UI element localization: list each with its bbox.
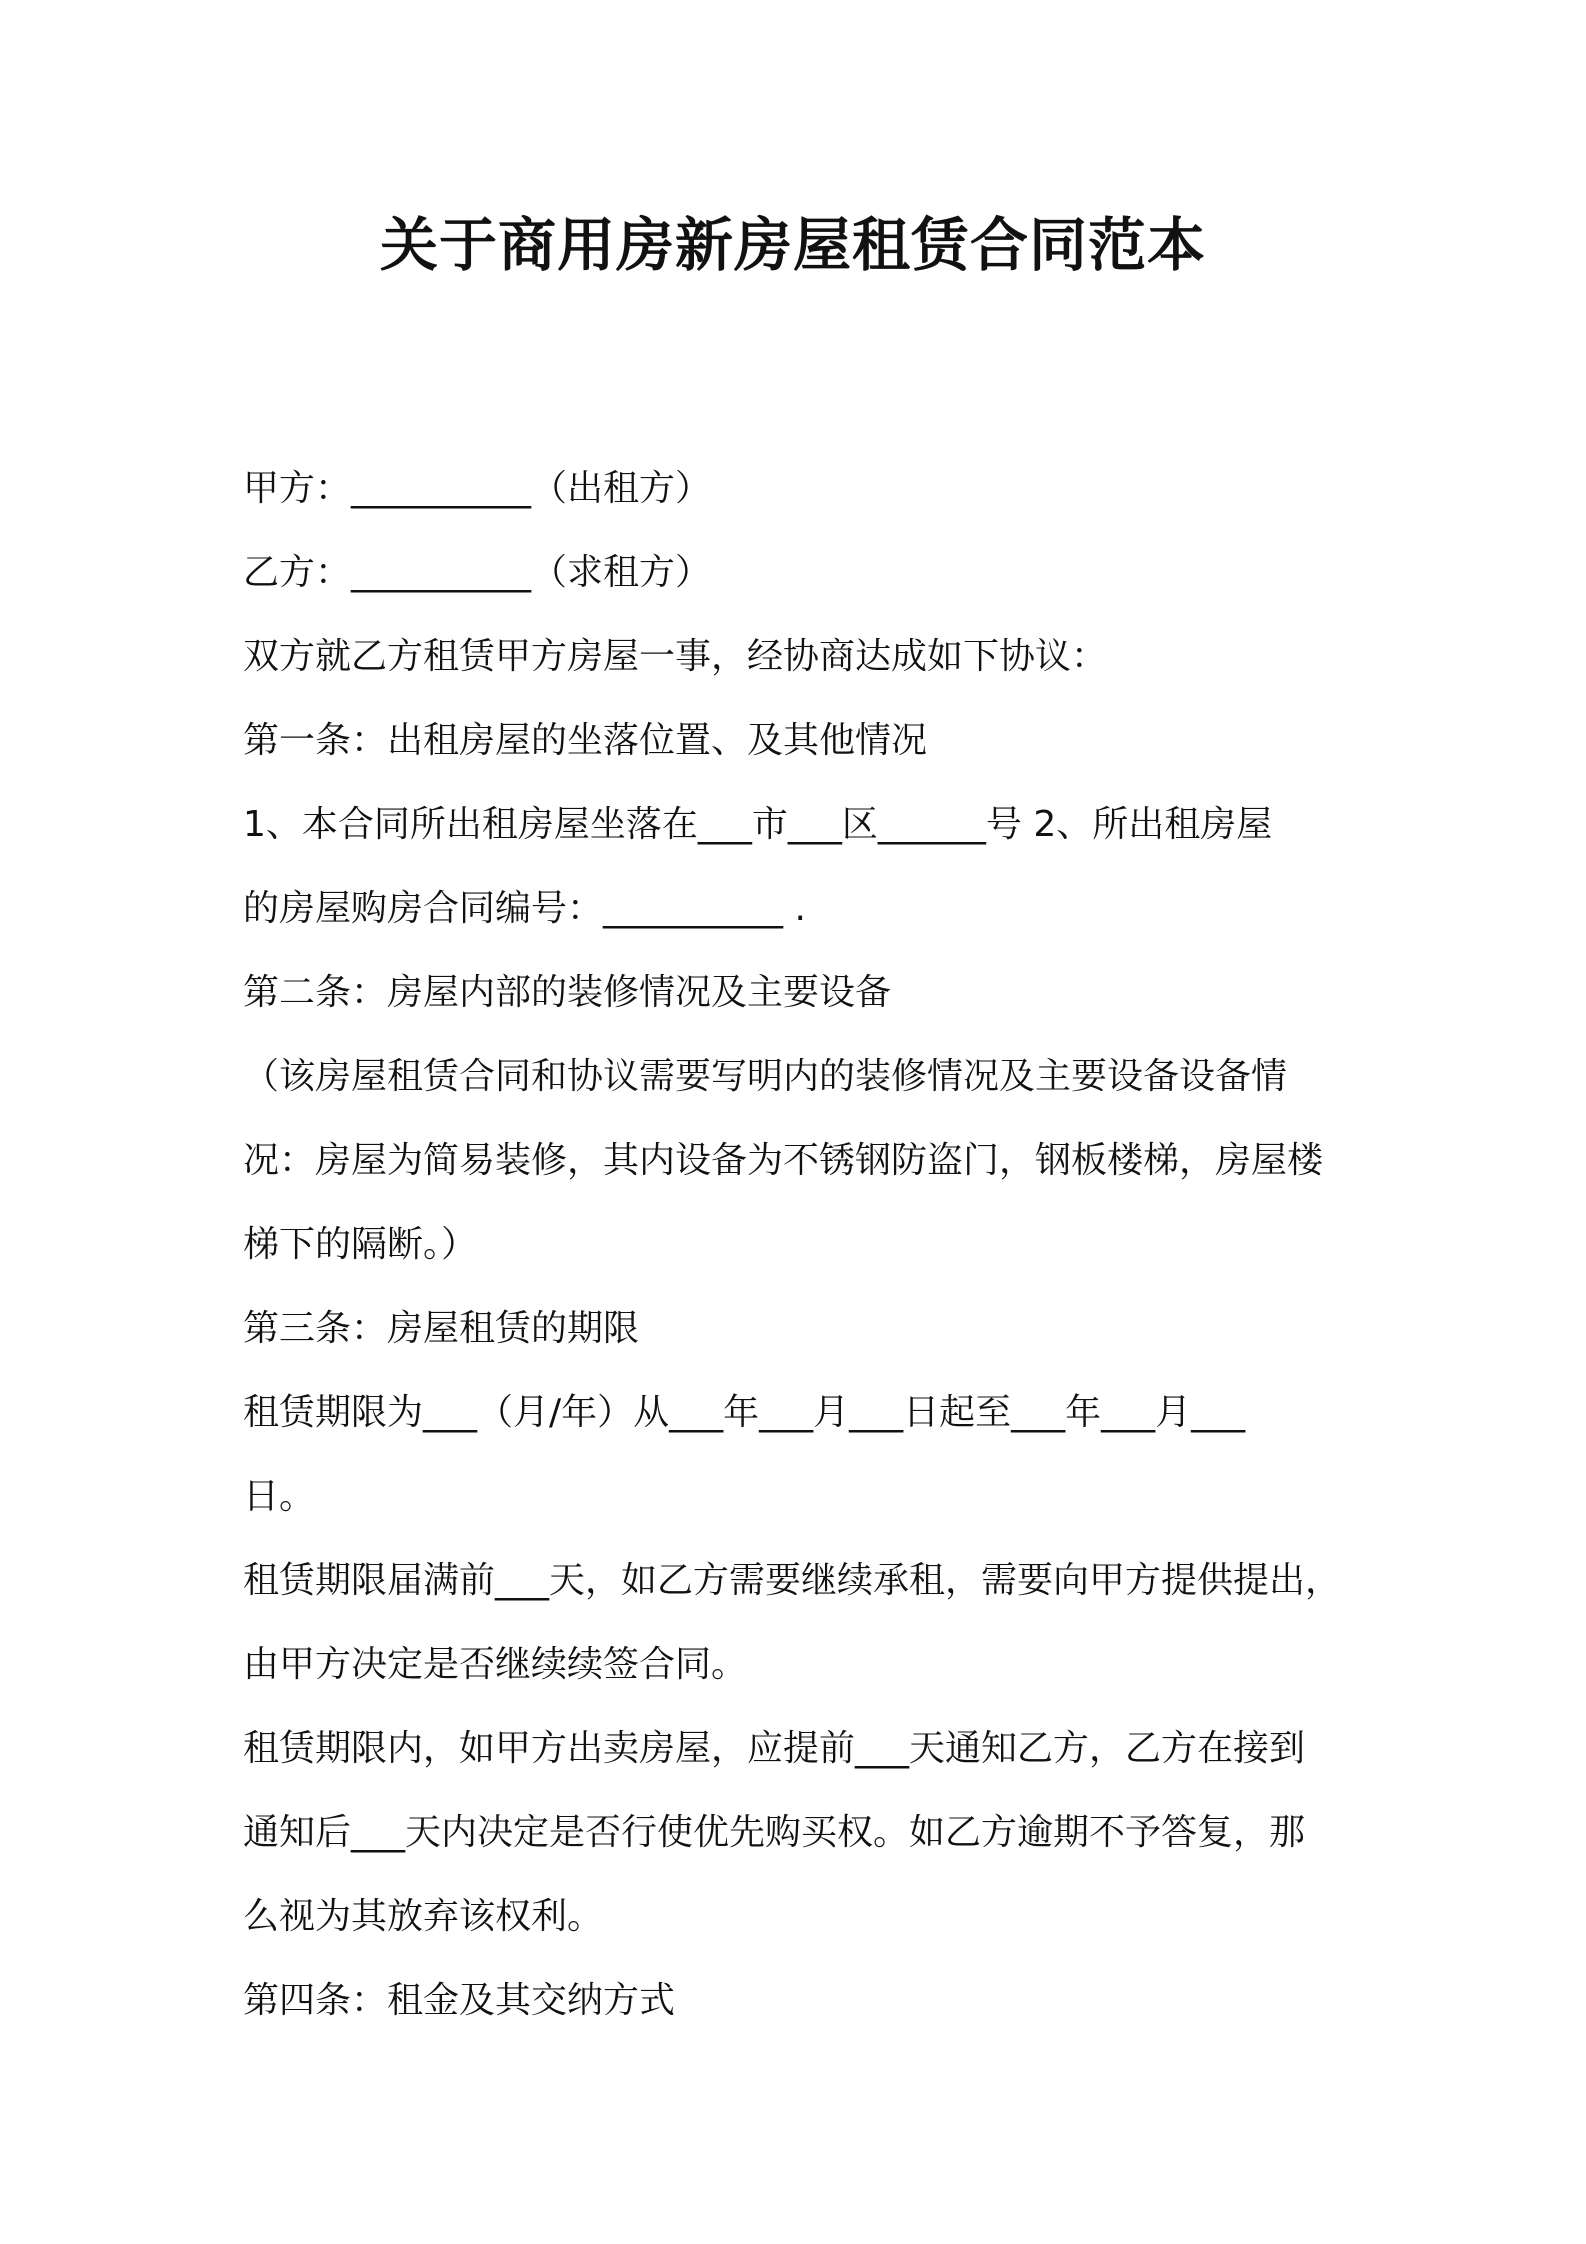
- article-1-heading: 第一条：出租房屋的坐落位置、及其他情况: [243, 720, 928, 761]
- agreement-intro: 双方就乙方租赁甲方房屋一事，经协商达成如下协议：: [243, 636, 1108, 677]
- party-b-line: 乙方：__________（求租方）: [243, 552, 712, 593]
- sale-clause-line-1: 租赁期限内，如甲方出卖房屋，应提前___天通知乙方，乙方在接到: [243, 1728, 1306, 1769]
- lease-term-line-2: 日。: [243, 1476, 316, 1517]
- sale-clause-line-3: 么视为其放弃该权利。: [243, 1896, 604, 1937]
- article-4-heading: 第四条：租金及其交纳方式: [243, 1980, 676, 2021]
- document-title: 关于商用房新房屋租赁合同范本: [379, 211, 1206, 279]
- sale-clause-line-2: 通知后___天内决定是否行使优先购买权。如乙方逾期不予答复，那: [243, 1812, 1306, 1853]
- article-1-text-line-1: 1、本合同所出租房屋坐落在___市___区______号 2、所出租房屋: [243, 804, 1273, 845]
- lease-term-line-1: 租赁期限为___（月/年）从___年___月___日起至___年___月___: [243, 1392, 1246, 1433]
- renewal-line-2: 由甲方决定是否继续续签合同。: [243, 1644, 748, 1685]
- article-1-text-line-2: 的房屋购房合同编号：__________ .: [243, 888, 806, 929]
- article-3-heading: 第三条：房屋租赁的期限: [243, 1308, 640, 1349]
- article-2-text-line-2: 况：房屋为简易装修，其内设备为不锈钢防盗门，钢板楼梯，房屋楼: [243, 1140, 1324, 1181]
- document-body: [243, 447, 1355, 2043]
- article-2-text-line-1: （该房屋租赁合同和协议需要写明内的装修情况及主要设备设备情: [243, 1056, 1288, 1097]
- article-2-heading: 第二条：房屋内部的装修情况及主要设备: [243, 972, 892, 1013]
- renewal-line-1: 租赁期限届满前___天，如乙方需要继续承租，需要向甲方提供提出，: [243, 1560, 1342, 1601]
- article-2-text-line-3: 梯下的隔断。）: [243, 1224, 478, 1265]
- party-a-line: 甲方：__________（出租方）: [243, 468, 712, 509]
